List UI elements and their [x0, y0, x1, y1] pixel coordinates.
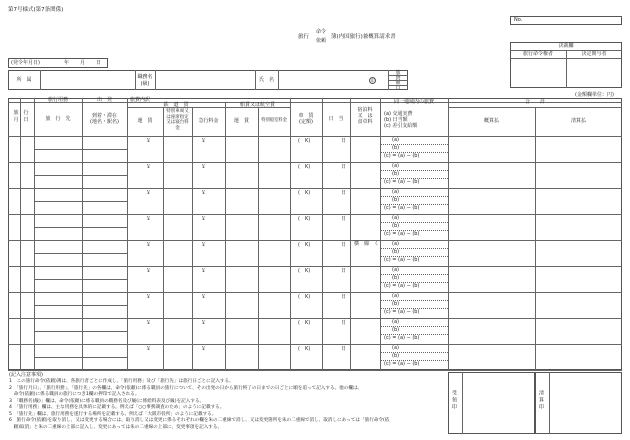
same-area-a: (a): [392, 319, 399, 325]
table-row: [8, 318, 622, 319]
rail-fare-yen: ￥: [146, 138, 152, 144]
col-ship-group: 船賃又は航空賃: [239, 102, 275, 108]
same-area-b: (b): [392, 249, 400, 255]
express-fee-yen: ￥: [201, 164, 207, 170]
same-area-a: (a): [392, 293, 399, 299]
same-area-a: (a): [392, 163, 399, 169]
express-fee-yen: ￥: [201, 190, 207, 196]
col-ship-special: 特別船室料金: [261, 118, 287, 123]
note-line: 4 「旅行用務」欄は、主な用務を具体的に記載する。例えば「○○事務調査のため」のように記載する。: [9, 405, 225, 410]
note-line: 3 「職務名(級)」欄は、命令(依頼)に係る職員の職務名及び級(に係給料表及び級)を記入する。: [9, 398, 205, 404]
col-stay: 到着・滞在 (地名・駅名): [90, 113, 119, 125]
issue-date-label: (発令年月日): [11, 60, 40, 66]
note-line: 命令(依頼)に係る職員の旅行につき1欄の押印で記入される。: [9, 392, 140, 397]
approval-participant: 決定関与者: [581, 51, 607, 57]
col-departure: 出 発: [96, 97, 112, 103]
car-fare-value: ( K): [298, 268, 311, 274]
same-area-b: (b): [392, 327, 400, 333]
express-fee-yen: ￥: [201, 294, 207, 300]
rail-fare-yen: ￥: [146, 190, 152, 196]
col-lodging: 宿泊料 又 は 食卓料: [357, 107, 373, 125]
car-fare-value: ( K): [298, 346, 311, 352]
title-prefix: 旅行: [298, 34, 310, 40]
col-same-area-c: (c) 差引支給額: [384, 123, 418, 129]
title-option-request: 依頼: [316, 38, 327, 44]
daily-value: 日: [341, 268, 347, 274]
side-char-1: 旅: [395, 70, 401, 76]
car-fare-value: ( K): [298, 190, 311, 196]
receipt-stamp-label: 受領印: [451, 390, 457, 411]
col-same-area: 同一地域内の旅費: [393, 99, 434, 105]
daily-value: 日: [341, 294, 347, 300]
note-line: 2 「旅行月日」、「旅行用務」、「旅行先」の各欄は、命令(依頼)に係る職員の旅行について、その出発の日から旅行終了の日までの日ごとに順を追って記入する。他の欄は、: [9, 385, 363, 391]
same-area-c: (c) = (a) − (b): [384, 257, 420, 263]
same-area-a: (a): [392, 189, 399, 195]
rail-fare-yen: ￥: [146, 216, 152, 222]
side-char-3: 額: [395, 80, 401, 86]
col-rail-fare: 運 賃: [137, 118, 153, 124]
car-fare-value: ( K): [298, 164, 311, 170]
col-advance: 概算払: [483, 118, 499, 124]
side-char-2: 費: [395, 75, 401, 81]
same-area-a: (a): [392, 345, 399, 351]
approval-commander: 旅行命令権者: [522, 51, 553, 57]
car-fare-value: ( K): [298, 242, 311, 248]
side-char-4: 日: [395, 85, 401, 91]
table-row: [8, 240, 622, 241]
row-note: 横 線 く: [354, 241, 380, 247]
note-line: 1 この旅行命令(依頼)簿は、各旅行者ごとに作成し、「旅行用務」及び「旅行先」は旅行日ごとに記入する。: [9, 379, 234, 384]
rail-fare-yen: ￥: [146, 320, 152, 326]
issue-date-year: 年: [64, 60, 70, 66]
express-fee-yen: ￥: [201, 320, 207, 326]
rail-fare-yen: ￥: [146, 268, 152, 274]
grade-label: (級): [140, 81, 150, 87]
col-total: 合 計: [524, 99, 545, 105]
same-area-a: (a): [392, 241, 399, 247]
same-area-c: (c) = (a) − (b): [384, 283, 420, 289]
col-destination: 旅 行 先: [45, 116, 71, 122]
unit-note: (金額欄単位：円): [575, 92, 614, 98]
col-same-area-b: (b) 日当額: [384, 117, 408, 123]
notes-title: (記入注意事項): [9, 372, 43, 378]
daily-value: 日: [341, 346, 347, 352]
car-fare-value: ( K): [298, 294, 311, 300]
daily-value: 日: [341, 190, 347, 196]
note-line: 6 旅行命令(依頼)を取り消し、又は変更する場合には、取り消し又は変更に係るそれぞれの欄を朱の二重線で消し、又は変更箇所を朱の二重線で消し、取消しにあっては「旅行命令(依: [9, 418, 390, 423]
note-line: 5 「旅行先」欄は、旅行用務を遂行する場所を記載する。例えば「大阪市役所」のように記載する。: [9, 411, 217, 417]
daily-value: 日: [341, 138, 347, 144]
col-same-area-a: (a) 交通実費: [384, 111, 413, 117]
same-area-c: (c) = (a) − (b): [384, 153, 420, 159]
note-line: 頼)取消」と朱の二重線の上部に記入し、変更にあっては朱の二重線の上部に、変更事項を記入する。: [9, 424, 223, 430]
express-fee-yen: ￥: [201, 346, 207, 352]
table-row: [8, 188, 622, 189]
same-area-b: (b): [392, 353, 400, 359]
table-row: [8, 266, 622, 267]
title-option-order: 命令: [316, 29, 327, 35]
same-area-b: (b): [392, 171, 400, 177]
col-express-fee: 急行料金: [198, 118, 219, 124]
express-fee-yen: ￥: [201, 216, 207, 222]
issue-date-month: 月: [80, 60, 86, 66]
rail-fare-yen: ￥: [146, 294, 152, 300]
express-fee-yen: ￥: [201, 138, 207, 144]
same-area-b: (b): [392, 145, 400, 151]
page-title: 簿(内国旅行)兼概算請求書: [331, 34, 396, 40]
same-area-c: (c) = (a) − (b): [384, 179, 420, 185]
same-area-c: (c) = (a) − (b): [384, 335, 420, 341]
col-car-fare: 車 賃 (定額): [298, 113, 314, 125]
approval-title: 決裁欄: [558, 43, 574, 49]
daily-value: 日: [341, 164, 347, 170]
same-area-a: (a): [392, 267, 399, 273]
col-rail-group: 鉄 道 賃: [163, 102, 189, 108]
same-area-a: (a): [392, 215, 399, 221]
same-area-b: (b): [392, 301, 400, 307]
table-row: [8, 370, 622, 371]
col-daily: 日 当: [328, 116, 344, 122]
table-row: [8, 292, 622, 293]
car-fare-value: ( K): [298, 216, 311, 222]
daily-value: 日: [341, 320, 347, 326]
same-area-c: (c) = (a) − (b): [384, 205, 420, 211]
daily-value: 日: [341, 216, 347, 222]
same-area-b: (b): [392, 223, 400, 229]
same-area-a: (a): [392, 137, 399, 143]
same-area-c: (c) = (a) − (b): [384, 231, 420, 237]
same-area-c: (c) = (a) − (b): [384, 309, 420, 315]
col-settlement: 清算払: [570, 118, 586, 124]
car-fare-value: ( K): [298, 320, 311, 326]
express-fee-yen: ￥: [201, 242, 207, 248]
rail-fare-yen: ￥: [146, 242, 152, 248]
rail-fare-yen: ￥: [146, 346, 152, 352]
number-label: No.: [514, 17, 523, 23]
table-row: [8, 214, 622, 215]
settlement-stamp-label: 清算印: [538, 390, 544, 411]
col-travel-date: 旅 行 月 日: [13, 110, 29, 123]
col-breakdown: 旅費内訳: [130, 97, 151, 103]
rail-fare-yen: ￥: [146, 164, 152, 170]
form-number: 第7号様式(第7条関係): [8, 7, 64, 13]
issue-date-day: 日: [96, 60, 102, 66]
daily-value: 日: [341, 242, 347, 248]
col-special-fare: 特別車両又 は座席指定 又は寝台料 金: [166, 109, 189, 131]
same-area-b: (b): [392, 275, 400, 281]
position-label: 職務名: [137, 74, 153, 80]
same-area-c: (c) = (a) − (b): [384, 361, 420, 367]
name-label: 氏 名: [258, 77, 274, 83]
affiliation-label: 所 属: [16, 77, 32, 83]
express-fee-yen: ￥: [201, 268, 207, 274]
car-fare-value: ( K): [298, 138, 311, 144]
col-travel-purpose: 旅行用務: [47, 97, 68, 103]
col-ship-fare: 運 賃: [233, 118, 249, 124]
seal-mark: 印: [370, 78, 375, 83]
table-row: [8, 162, 622, 163]
same-area-b: (b): [392, 197, 400, 203]
table-row: [8, 344, 622, 345]
